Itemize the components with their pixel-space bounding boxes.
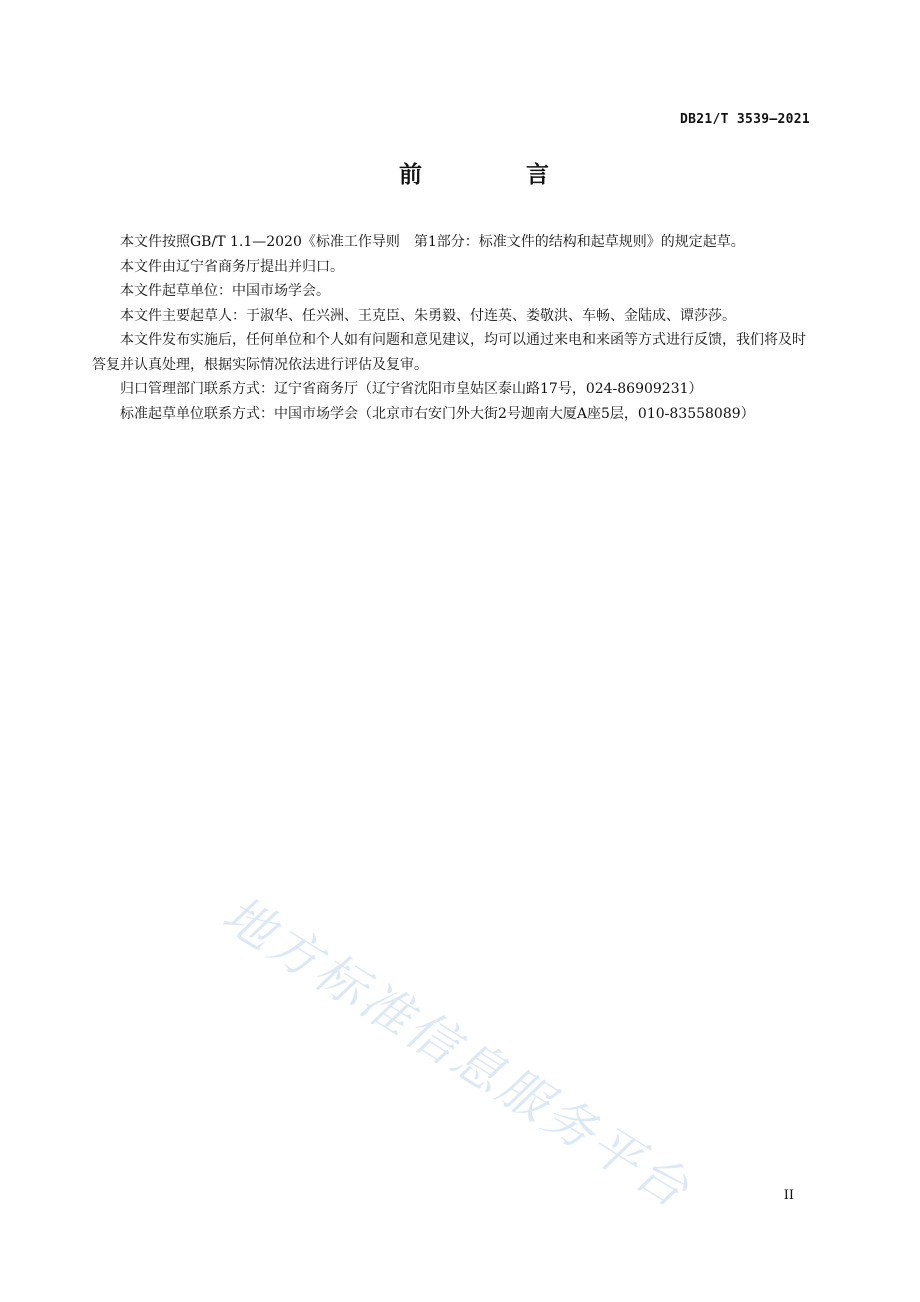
paragraph-proposer: 本文件由辽宁省商务厅提出并归口。: [120, 258, 344, 275]
paragraph-admin-contact: 归口管理部门联系方式：辽宁省商务厅（辽宁省沈阳市皇姑区泰山路17号，024-86909231）: [120, 381, 703, 397]
watermark-text: 地方标准信息服务平台: [212, 884, 702, 1221]
paragraph-drafter-contact: 标准起草单位联系方式：中国市场学会（北京市右安门外大街2号迦南大厦A座5层，010-83558089）: [120, 405, 755, 422]
foreword-body: [92, 230, 812, 426]
paragraph-drafting-unit: 本文件起草单位：中国市场学会。: [120, 283, 330, 299]
paragraph-feedback: 本文件发布实施后，任何单位和个人如有问题和意见建议，均可以通过来电和来函等方式进行反馈，我们将及时答复并认真处理，根据实际情况依法进行评估及复审。: [92, 332, 806, 373]
page-number: II: [783, 1188, 794, 1203]
paragraph-drafting-rules: 本文件按照GB/T 1.1—2020《标准工作导则 第1部分：标准文件的结构和起草规则》的规定起草。: [120, 234, 745, 250]
document-code: DB21/T 3539—2021: [679, 112, 810, 127]
section-title: 前 言: [398, 162, 597, 188]
paragraph-drafters: 本文件主要起草人：于淑华、任兴洲、王克臣、朱勇毅、付连英、娄敬洪、车畅、金陆成、谭莎莎。: [120, 307, 736, 324]
